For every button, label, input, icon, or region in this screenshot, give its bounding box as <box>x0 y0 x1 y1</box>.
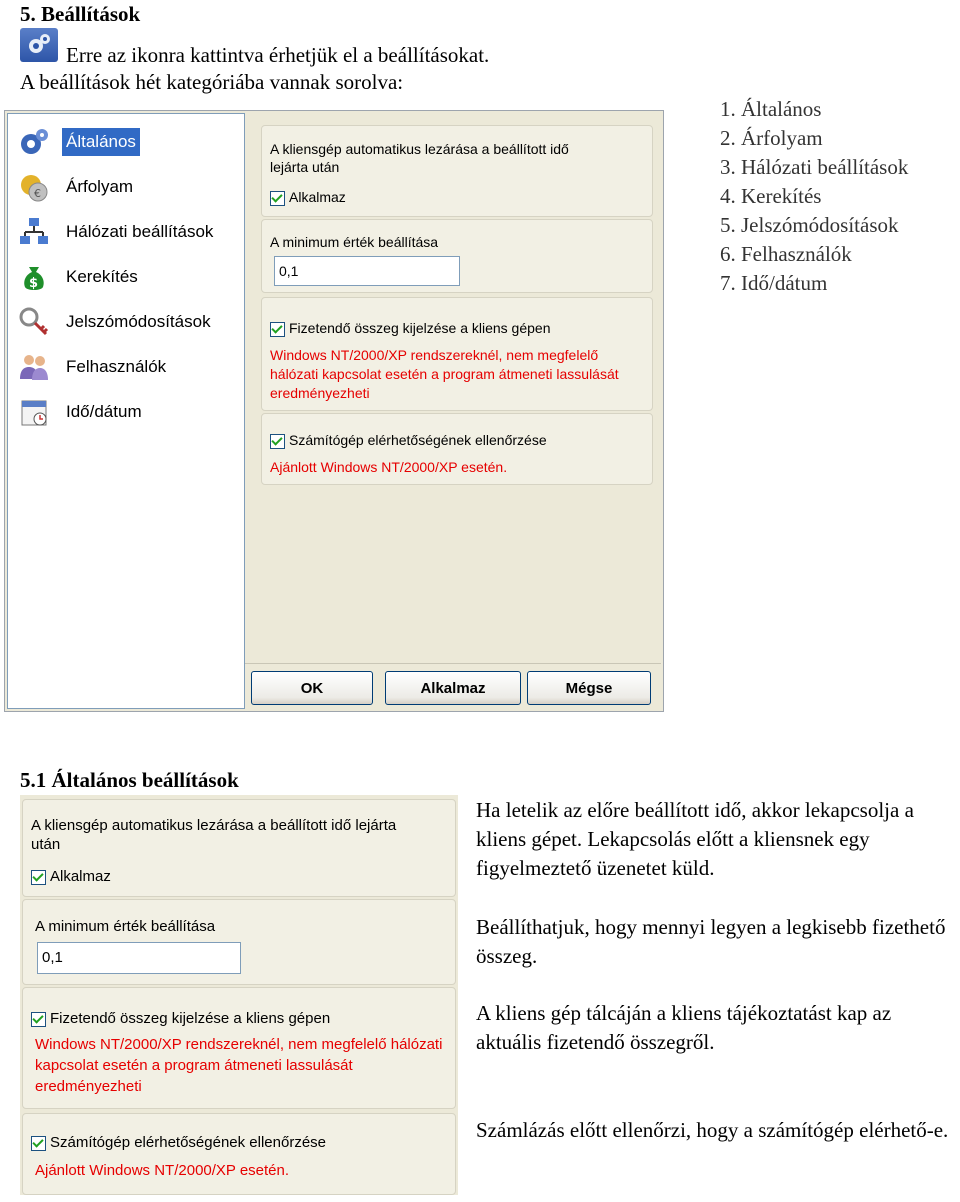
nav-item-label: Hálózati beállítások <box>66 222 214 241</box>
list-item: 5. Jelszómódosítások <box>720 213 899 237</box>
nav-item-datetime[interactable] <box>16 392 146 432</box>
availability-checkbox-label: Számítógép elérhetőségének ellenőrzése <box>50 1134 327 1151</box>
min-value-input[interactable]: 0,1 <box>37 942 241 974</box>
general-settings-panel <box>20 795 458 1195</box>
availability-checkbox[interactable] <box>31 1134 326 1151</box>
list-item: 2. Árfolyam <box>720 126 823 150</box>
nav-item-general[interactable] <box>16 122 140 162</box>
auto-lock-title: A kliensgép automatikus lezárása a beállított idő lejárta után <box>31 817 397 853</box>
settings-gear-icon <box>20 28 58 62</box>
auto-lock-group <box>261 125 653 217</box>
svg-text:€: € <box>34 187 41 200</box>
nav-item-users[interactable] <box>16 347 170 387</box>
key-icon <box>16 304 52 340</box>
min-value-title: A minimum érték beállítása <box>270 234 439 250</box>
divider <box>245 663 661 664</box>
show-amount-group <box>22 987 456 1109</box>
paragraph-min-value: Beállíthatjuk, hogy mennyi legyen a legkisebb fizethető összeg. <box>476 915 946 968</box>
settings-dialog <box>4 110 664 712</box>
min-value-title: A minimum érték beállítása <box>35 918 216 935</box>
show-amount-checkbox-label: Fizetendő összeg kijelzése a kliens gépen <box>50 1010 331 1027</box>
apply-button[interactable]: Alkalmaz <box>385 671 521 705</box>
nav-item-label: Általános <box>62 128 140 156</box>
nav-item-label: Jelszómódosítások <box>66 312 211 331</box>
nav-item-label: Felhasználók <box>66 357 167 376</box>
availability-group <box>22 1113 456 1195</box>
section-heading: 5. Beállítások <box>20 2 141 26</box>
availability-warning: Ajánlott Windows NT/2000/XP esetén. <box>270 459 508 475</box>
checkbox-checked-icon <box>31 1136 46 1151</box>
ok-button[interactable]: OK <box>251 671 373 705</box>
checkbox-checked-icon <box>31 870 46 885</box>
auto-lock-title: A kliensgép automatikus lezárása a beállított idő lejárta után <box>270 141 569 175</box>
list-item: 4. Kerekítés <box>720 184 822 208</box>
intro-line-1: Erre az ikonra kattintva érhetjük el a beállításokat. <box>66 43 490 67</box>
checkbox-checked-icon <box>270 322 285 337</box>
availability-warning: Ajánlott Windows NT/2000/XP esetén. <box>35 1162 290 1179</box>
show-amount-warning: Windows NT/2000/XP rendszereknél, nem megfelelő hálózati kapcsolat esetén a program átmeneti lassulását eredményezheti <box>35 1036 443 1095</box>
checkbox-checked-icon <box>31 1012 46 1027</box>
availability-checkbox[interactable] <box>270 432 547 449</box>
cancel-button[interactable]: Mégse <box>527 671 651 705</box>
users-icon <box>16 349 52 385</box>
category-numbered-list <box>720 97 908 300</box>
nav-item-label: Árfolyam <box>66 177 134 196</box>
min-value-input[interactable]: 0,1 <box>274 256 460 286</box>
category-list <box>7 113 245 709</box>
coins-icon <box>16 169 52 205</box>
checkbox-checked-icon <box>270 191 285 206</box>
list-item: 1. Általános <box>720 97 822 121</box>
auto-lock-checkbox-label: Alkalmaz <box>289 189 346 205</box>
network-icon <box>16 214 52 250</box>
show-amount-checkbox[interactable] <box>31 1010 330 1027</box>
auto-lock-checkbox-label: Alkalmaz <box>50 868 111 885</box>
calendar-icon <box>16 394 52 430</box>
paragraph-availability: Számlázás előtt ellenőrzi, hogy a számítógép elérhető-e. <box>476 1118 949 1142</box>
nav-item-exchange-rate[interactable] <box>16 167 137 207</box>
nav-item-label: Idő/dátum <box>66 402 142 421</box>
min-value-group <box>22 899 456 985</box>
availability-group <box>261 413 653 485</box>
show-amount-warning: Windows NT/2000/XP rendszereknél, nem megfelelő hálózati kapcsolat esetén a program átmeneti lassulását eredményezheti <box>270 347 619 401</box>
auto-lock-checkbox[interactable] <box>31 868 111 885</box>
list-item: 3. Hálózati beállítások <box>720 155 909 179</box>
nav-item-passwords[interactable] <box>16 302 215 342</box>
checkbox-checked-icon <box>270 434 285 449</box>
show-amount-checkbox-label: Fizetendő összeg kijelzése a kliens gépen <box>289 320 551 336</box>
list-item: 6. Felhasználók <box>720 242 852 266</box>
nav-item-label: Kerekítés <box>66 267 138 286</box>
money-bag-icon <box>16 259 52 295</box>
subsection-heading: 5.1 Általános beállítások <box>20 768 239 792</box>
list-item: 7. Idő/dátum <box>720 271 828 295</box>
paragraph-show-amount: A kliens gép tálcáján a kliens tájékoztatást kap az aktuális fizetendő összegről. <box>476 1001 892 1054</box>
svg-text:$: $ <box>29 276 39 291</box>
min-value-group <box>261 219 653 293</box>
auto-lock-checkbox[interactable] <box>270 189 346 206</box>
nav-item-network[interactable] <box>16 212 217 252</box>
gear-icon <box>16 124 52 160</box>
intro-line-2: A beállítások hét kategóriába vannak sorolva: <box>20 70 404 94</box>
show-amount-checkbox[interactable] <box>270 320 551 337</box>
show-amount-group <box>261 297 653 411</box>
paragraph-auto-lock: Ha letelik az előre beállított idő, akkor lekapcsolja a kliens gépet. Lekapcsolás előtt a kliensnek egy figyelmeztető üzenetet küld. <box>476 798 914 880</box>
availability-checkbox-label: Számítógép elérhetőségének ellenőrzése <box>289 432 547 448</box>
nav-item-rounding[interactable] <box>16 257 142 297</box>
auto-lock-group <box>22 799 456 897</box>
